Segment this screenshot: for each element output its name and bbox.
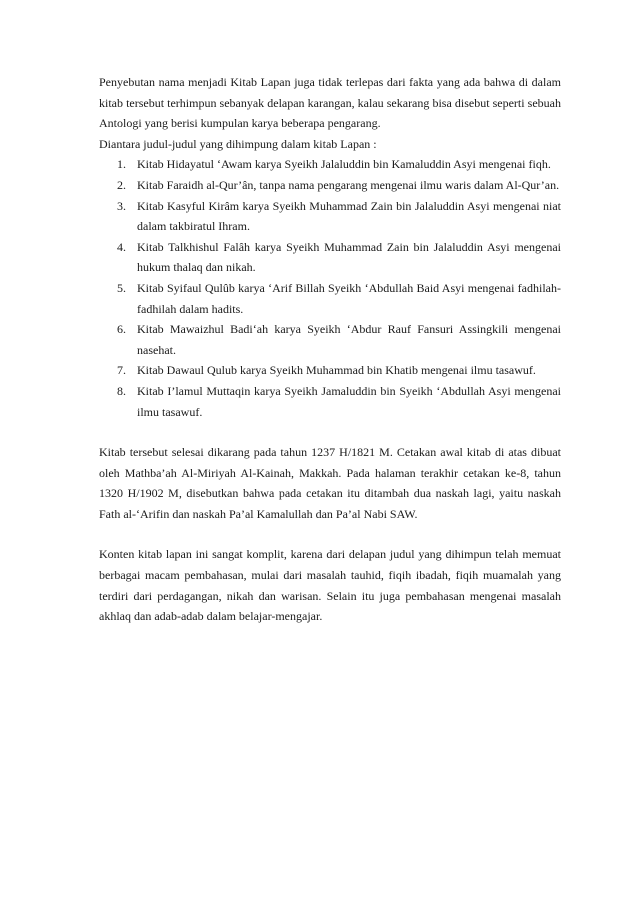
- list-item: [99, 237, 561, 278]
- list-item-text: Kitab Syifaul Qulûb karya ‘Arif Billah Syeikh ‘Abdullah Baid Asyi mengenai fadhilah-fadhilah dalam hadits.: [137, 280, 561, 316]
- list-item: [99, 381, 561, 422]
- list-item-number: 8.: [117, 383, 126, 398]
- list-item: [99, 360, 561, 381]
- list-item-text: Kitab Mawaizhul Badi‘ah karya Syeikh ‘Abdur Rauf Fansuri Assingkili mengenai nasehat.: [137, 322, 561, 357]
- list-item-text: Kitab Dawaul Qulub karya Syeikh Muhammad bin Khatib mengenai ilmu tasawuf.: [137, 363, 536, 378]
- list-heading: Diantara judul-judul yang dihimpung dalam kitab Lapan :: [99, 136, 377, 151]
- list-item: [99, 319, 561, 360]
- kitab-list: [99, 154, 561, 422]
- list-item: [99, 196, 561, 237]
- list-item-number: 4.: [117, 239, 126, 254]
- list-item-text: Kitab I’lamul Muttaqin karya Syeikh Jamaluddin bin Syeikh ‘Abdullah Asyi mengenai ilmu tasawuf.: [137, 383, 561, 419]
- list-item-text: Kitab Kasyful Kirâm karya Syeikh Muhammad Zain bin Jalaluddin Asyi mengenai niat dalam takbiratul Ihram.: [137, 198, 561, 234]
- list-item-number: 1.: [117, 157, 126, 172]
- content-paragraph: Konten kitab lapan ini sangat komplit, karena dari delapan judul yang dihimpun telah memuat berbagai macam pembahasan, mulai dari masalah tauhid, fiqih ibadah, fiqih muamalah yang terdiri dari perdagangan, nikah dan warisan. Selain itu juga pembahasan mengenai masalah akhlaq dan adab-adab dalam belajar-mengajar.: [99, 547, 561, 624]
- list-item-number: 5.: [117, 280, 126, 295]
- intro-paragraph: Penyebutan nama menjadi Kitab Lapan juga tidak terlepas dari fakta yang ada bahwa di dalam kitab tersebut terhimpun sebanyak delapan karangan, kalau sekarang bisa disebut seperti sebuah Antologi yang berisi kumpulan karya beberapa pengarang.: [99, 75, 561, 131]
- list-item-number: 2.: [117, 177, 126, 192]
- list-item-number: 6.: [117, 322, 126, 337]
- history-paragraph: Kitab tersebut selesai dikarang pada tahun 1237 H/1821 M. Cetakan awal kitab di atas dibuat oleh Mathba’ah Al-Miriyah Al-Kainah, Makkah. Pada halaman terakhir cetakan ke-8, tahun 1320 H/1902 M, disebutkan bahwa pada cetakan itu ditambah dua naskah lagi, yaitu naskah Fath al-‘Arifin dan naskah Pa’al Kamalullah dan Pa’al Nabi SAW.: [99, 445, 561, 521]
- list-item-text: Kitab Hidayatul ‘Awam karya Syeikh Jalaluddin bin Kamaluddin Asyi mengenai fiqh.: [137, 157, 551, 172]
- document-page: [99, 72, 561, 627]
- list-item-number: 3.: [117, 198, 126, 213]
- list-item-text: Kitab Talkhishul Falâh karya Syeikh Muhammad Zain bin Jalaluddin Asyi mengenai hukum thalaq dan nikah.: [137, 239, 561, 275]
- list-item-text: Kitab Faraidh al-Qur’ân, tanpa nama pengarang mengenai ilmu waris dalam Al-Qur’an.: [137, 177, 560, 192]
- list-item: [99, 278, 561, 319]
- list-item-number: 7.: [117, 363, 126, 378]
- list-item: [99, 154, 561, 175]
- list-item: [99, 175, 561, 196]
